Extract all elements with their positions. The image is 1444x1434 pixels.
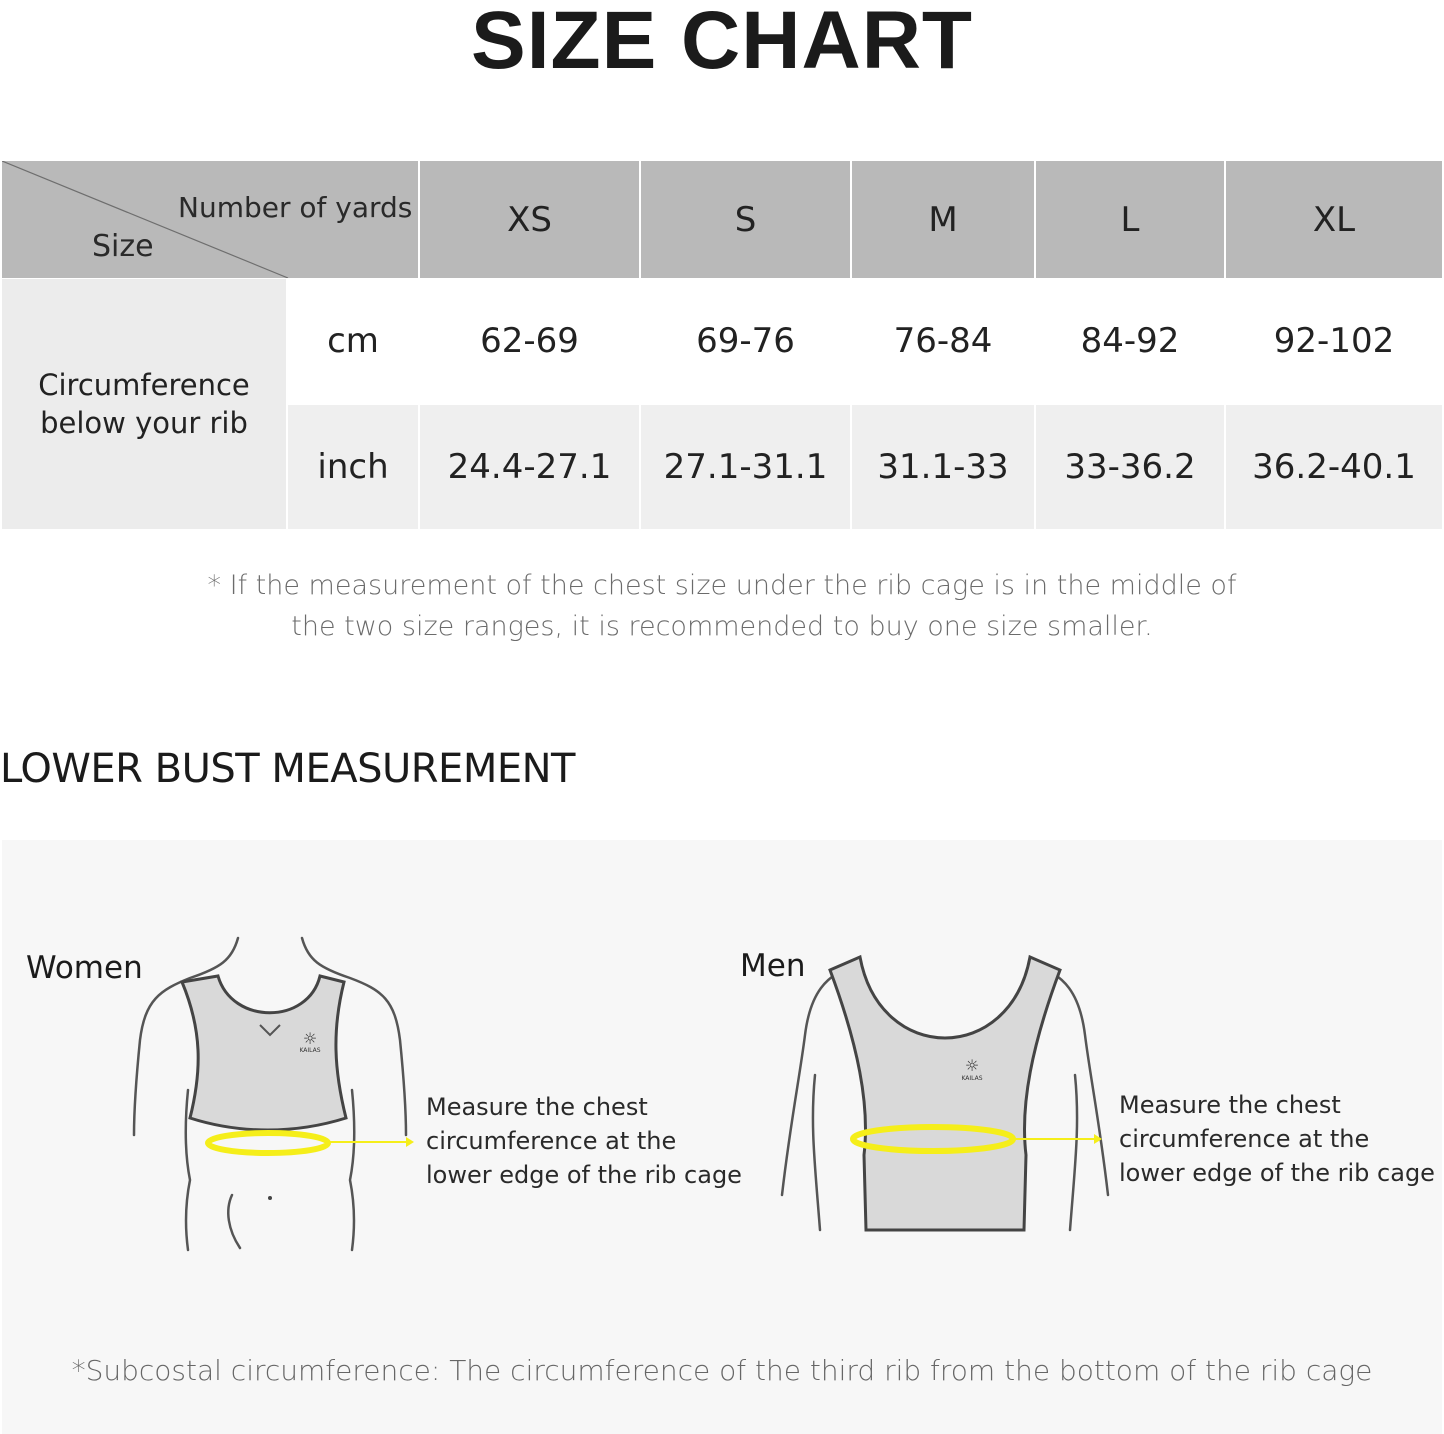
table-cell: 33-36.2 [1036, 405, 1224, 529]
table-cell: 27.1-31.1 [641, 405, 850, 529]
women-instruction-line3: lower edge of the rib cage [426, 1161, 742, 1189]
table-cell: 62-69 [420, 279, 639, 403]
size-note-line1: * If the measurement of the chest size under the rib cage is in the middle of [207, 570, 1237, 601]
table-cell: 76-84 [852, 279, 1034, 403]
women-figure-illustration [120, 930, 420, 1260]
women-instruction [426, 1090, 742, 1192]
size-header-l: L [1036, 161, 1224, 278]
women-logo-mark: ☼ [302, 1029, 318, 1048]
women-measure-line [208, 1133, 328, 1153]
men-instruction [1119, 1088, 1435, 1190]
size-header-label: Size [92, 229, 154, 264]
men-figure-illustration [770, 925, 1120, 1240]
men-top-garment [830, 957, 1060, 1230]
unit-cell-inch: inch [288, 405, 418, 529]
section-title: LOWER BUST MEASUREMENT [0, 746, 575, 792]
men-logo-mark: ☼ [964, 1056, 980, 1075]
unit-cell-cm: cm [288, 279, 418, 403]
size-header-m: M [852, 161, 1034, 278]
size-note [0, 565, 1444, 647]
table-cell: 36.2-40.1 [1226, 405, 1442, 529]
size-header-xs: XS [420, 161, 639, 278]
women-top-garment [182, 976, 346, 1130]
table-corner-header [2, 161, 418, 278]
size-header-xl: XL [1226, 161, 1442, 278]
table-cell: 31.1-33 [852, 405, 1034, 529]
table-cell: 69-76 [641, 279, 850, 403]
men-instruction-line3: lower edge of the rib cage [1119, 1159, 1435, 1187]
row-label-line2: below your rib [40, 406, 248, 440]
yards-header-label: Number of yards [178, 191, 413, 224]
women-instruction-line2: circumference at the [426, 1127, 677, 1155]
table-cell: 84-92 [1036, 279, 1224, 403]
page-title: SIZE CHART [471, 0, 973, 86]
men-instruction-line1: Measure the chest [1119, 1091, 1341, 1119]
arrow-head-icon [406, 1137, 414, 1147]
men-label: Men [740, 948, 806, 984]
men-instruction-line2: circumference at the [1119, 1125, 1370, 1153]
row-label-line1: Circumference [38, 368, 250, 402]
women-logo-text: KAILAS [299, 1047, 321, 1054]
row-label-circumference [2, 279, 286, 529]
footnote: *Subcostal circumference: The circumference of the third rib from the bottom of the rib cage [71, 1354, 1373, 1387]
size-note-line2: the two size ranges, it is recommended to buy one size smaller. [291, 611, 1153, 642]
women-instruction-line1: Measure the chest [426, 1093, 648, 1121]
size-header-s: S [641, 161, 850, 278]
women-label: Women [26, 950, 143, 986]
men-logo-text: KAILAS [961, 1075, 983, 1082]
table-cell: 92-102 [1226, 279, 1442, 403]
table-cell: 24.4-27.1 [420, 405, 639, 529]
